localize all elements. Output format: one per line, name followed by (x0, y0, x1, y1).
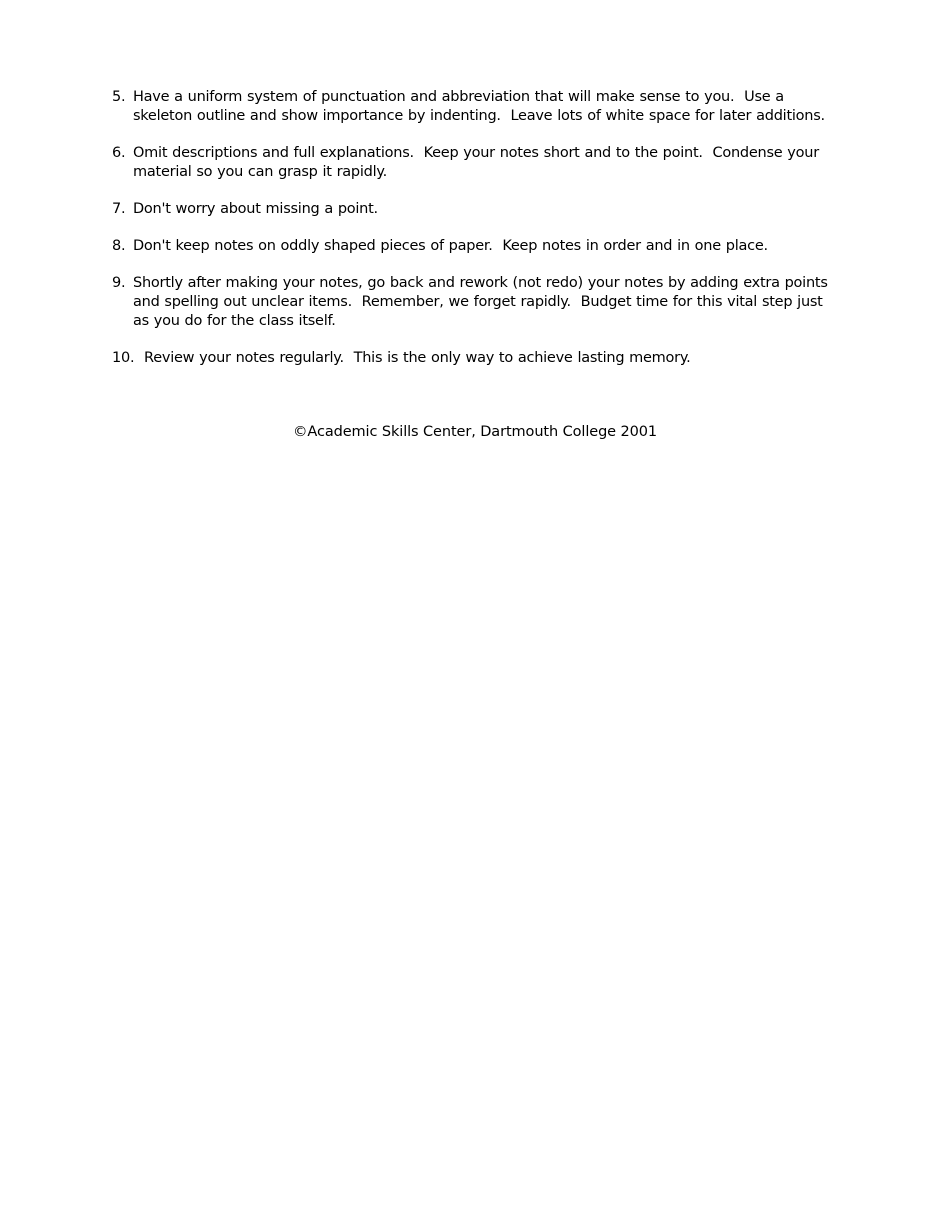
list-item (112, 88, 842, 126)
list-item (112, 349, 842, 368)
item-number: 9. (112, 275, 126, 291)
item-number: 5. (112, 89, 126, 105)
item-number: 6. (112, 145, 126, 161)
list-item (112, 274, 842, 331)
note-taking-tips-list (112, 88, 842, 386)
item-number: 10. (112, 350, 145, 366)
item-text: Shortly after making your notes, go back and rework (not redo) your notes by adding extra points and spelling out unclear items. Remember, we forget rapidly. Budget time for this vital step just as you do for the class itself. (133, 275, 828, 329)
item-text: Don't keep notes on oddly shaped pieces of paper. Keep notes in order and in one place. (133, 238, 768, 254)
item-text: Review your notes regularly. This is the only way to achieve lasting memory. (144, 350, 691, 366)
list-item (112, 237, 842, 256)
list-item (112, 200, 842, 219)
item-text: Don't worry about missing a point. (133, 201, 378, 217)
list-item (112, 144, 842, 182)
copyright-footer: ©Academic Skills Center, Dartmouth College 2001 (292, 424, 658, 440)
item-number: 8. (112, 238, 126, 254)
item-number: 7. (112, 201, 126, 217)
item-text: Have a uniform system of punctuation and abbreviation that will make sense to you. Use a skeleton outline and show importance by indenting. Leave lots of white space for later additions. (133, 89, 825, 124)
item-text: Omit descriptions and full explanations. Keep your notes short and to the point. Condense your material so you can grasp it rapidly. (133, 145, 819, 180)
